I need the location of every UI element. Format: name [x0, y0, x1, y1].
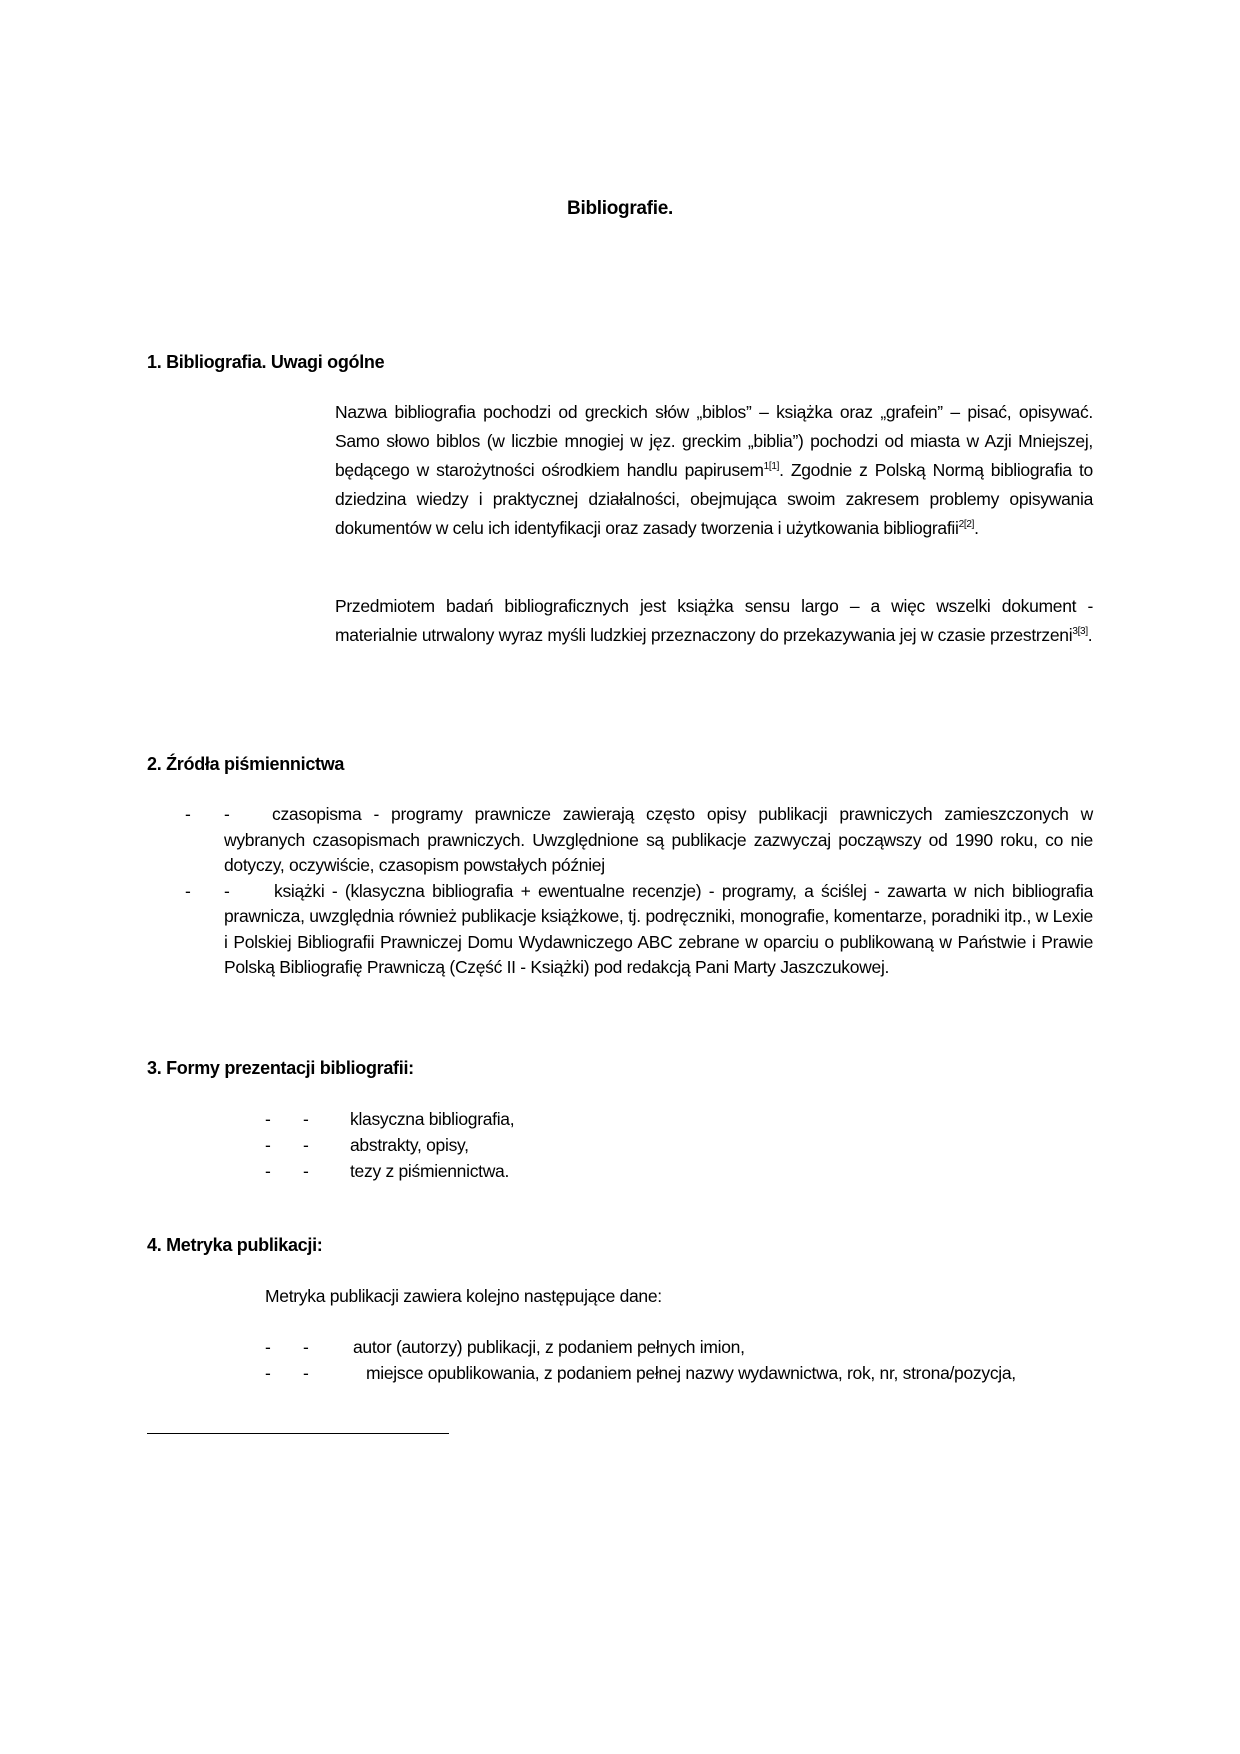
list-dash: -	[224, 880, 230, 901]
metadata-list	[265, 1334, 1093, 1386]
list-item	[185, 802, 1093, 879]
list-dash: -	[303, 1109, 309, 1129]
section-heading-3: 3. Formy prezentacji bibliografii:	[147, 1058, 414, 1078]
list-item	[265, 1334, 1093, 1360]
paragraph-2	[335, 592, 1093, 650]
list-dash: -	[303, 1363, 309, 1383]
sources-list	[185, 802, 1093, 981]
list-item-text: tezy z piśmiennictwa.	[350, 1161, 510, 1181]
list-dash: -	[185, 880, 191, 901]
document-title: Bibliografie.	[567, 198, 673, 219]
metadata-intro: Metryka publikacji zawiera kolejno następujące dane:	[265, 1286, 662, 1306]
list-dash: -	[303, 1135, 309, 1155]
list-item	[265, 1106, 870, 1132]
footnote-ref-1[interactable]: 1[1]	[763, 461, 780, 473]
list-dash: -	[303, 1337, 309, 1357]
list-item-text: autor (autorzy) publikacji, z podaniem pełnych imion,	[353, 1337, 745, 1357]
paragraph-1-text-b: . Zgodnie z Polską Normą bibliografia to dziedzina wiedzy i praktycznej działalności, obejmująca swoim zakresem problemy opisywania dokumentów w celu ich identyfikacji oraz zasady tworzenia i użytkowania bibliografii	[335, 460, 1093, 538]
footnote-separator	[147, 1433, 449, 1434]
list-item-text: klasyczna bibliografia,	[350, 1109, 515, 1129]
section-heading-1: 1. Bibliografia. Uwagi ogólne	[147, 352, 385, 372]
paragraph-2-text-a: Przedmiotem badań bibliograficznych jest książka sensu largo – a więc wszelki dokument - materialnie utrwalony wyraz myśli ludzkiej przeznaczony do przekazywania jej w czasie przestrzeni	[335, 596, 1093, 645]
list-dash: -	[224, 804, 230, 824]
list-item-text: czasopisma - programy prawnicze zawierają często opisy publikacji prawniczych zamieszczonych w wybranych czasopismach prawniczych. Uwzględnione są publikacje zazwyczaj począwszy od 1990 roku, co nie dotyczy, oczywiście, czasopism powstałych później	[224, 804, 1093, 875]
forms-list	[265, 1106, 870, 1184]
list-item	[265, 1360, 1093, 1386]
list-dash: -	[265, 1109, 271, 1129]
list-dash: -	[265, 1135, 271, 1155]
list-item-text: abstrakty, opisy,	[350, 1135, 469, 1155]
section-heading-2: 2. Źródła piśmiennictwa	[147, 754, 345, 774]
footnote-ref-3[interactable]: 3[3]	[1072, 626, 1088, 638]
list-dash: -	[265, 1337, 271, 1357]
list-dash: -	[265, 1363, 271, 1383]
paragraph-1	[335, 398, 1093, 543]
list-item-text: miejsce opublikowania, z podaniem pełnej nazwy wydawnictwa, rok, nr, strona/pozycja,	[366, 1363, 1016, 1383]
list-item	[265, 1158, 870, 1184]
list-dash: -	[265, 1161, 271, 1181]
list-dash: -	[303, 1161, 309, 1181]
footnote-ref-2[interactable]: 2[2]	[958, 519, 975, 531]
list-item	[185, 879, 1093, 981]
paragraph-1-text-a: Nazwa bibliografia pochodzi od greckich słów „biblos” – książka oraz „grafein” – pisać, opisywać. Samo słowo biblos (w liczbie mnogiej w jęz. greckim „biblia”) pochodzi od miasta w Azji Mniejszej, będącego w starożytności ośrodkiem handlu papirusem	[335, 402, 1093, 480]
paragraph-1-text-c: .	[974, 518, 979, 538]
section-heading-4: 4. Metryka publikacji:	[147, 1235, 323, 1255]
paragraph-2-text-c: .	[1087, 625, 1093, 645]
list-item-text: książki - (klasyczna bibliografia + ewentualne recenzje) - programy, a ściślej - zawarta w nich bibliografia prawnicza, uwzględnia również publikacje książkowe, tj. podręczniki, monografie, komentarze, poradniki itp., w Lexie i Polskiej Bibliografii Prawniczej Domu Wydawniczego ABC zebrane w oparciu o publikowaną w Państwie i Prawie Polską Bibliografię Prawniczą (Część II - Książki) pod redakcją Pani Marty Jaszczukowej.	[224, 880, 1093, 977]
list-dash: -	[185, 804, 191, 824]
list-item	[265, 1132, 870, 1158]
